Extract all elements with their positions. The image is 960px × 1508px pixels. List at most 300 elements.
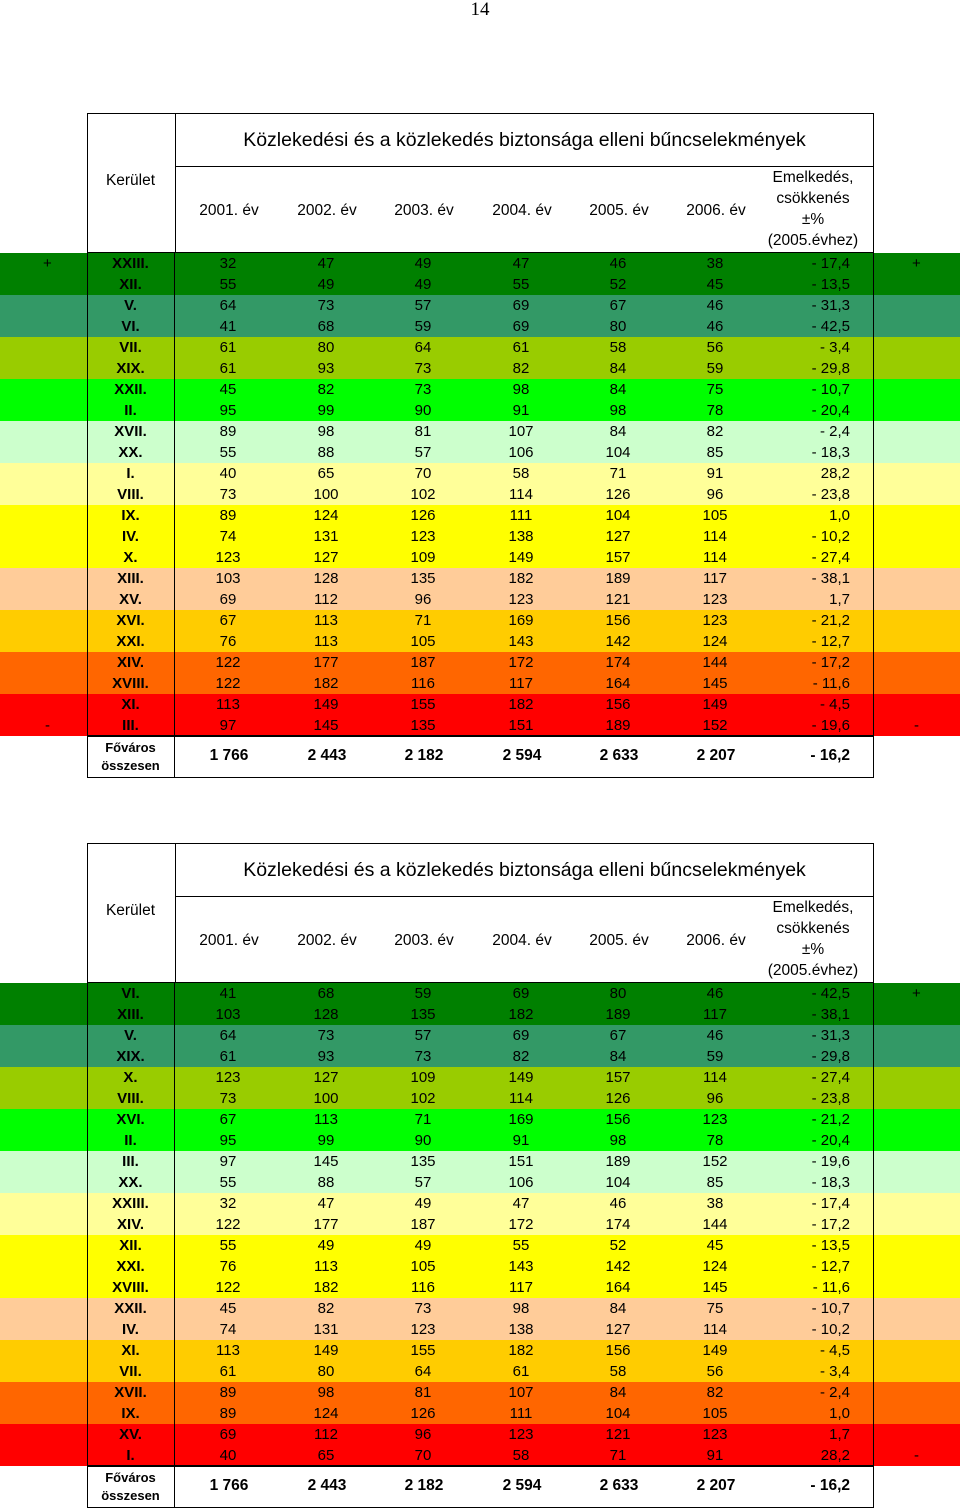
value-cell: 109: [410, 1069, 436, 1086]
value-cell: 59: [414, 985, 432, 1002]
value-cell: 116: [411, 1279, 435, 1296]
district-cell: XXII.: [114, 381, 147, 398]
value-cell: 47: [512, 255, 530, 272]
district-cell: IX.: [121, 1405, 140, 1422]
district-cell: VI.: [121, 985, 140, 1002]
change-cell: - 38,1: [811, 1006, 850, 1023]
value-cell: 145: [702, 675, 728, 692]
total-value: 2 594: [502, 747, 542, 764]
value-cell: 78: [706, 402, 724, 419]
value-cell: 109: [410, 549, 436, 566]
total-row: [87, 1466, 874, 1508]
value-cell: 96: [706, 1090, 724, 1107]
value-cell: 73: [219, 1090, 237, 1107]
change-cell: 1,7: [829, 1426, 850, 1443]
value-cell: 112: [314, 1426, 338, 1443]
value-cell: 46: [706, 1027, 724, 1044]
value-cell: 123: [410, 1321, 436, 1338]
value-cell: 73: [414, 381, 432, 398]
district-cell: XIX.: [116, 1048, 145, 1065]
change-header-line: ±%: [801, 941, 825, 958]
table-row: [0, 589, 960, 610]
total-value: 2 207: [696, 1477, 736, 1494]
value-cell: 80: [317, 1363, 335, 1380]
total-value: 1 766: [209, 1477, 249, 1494]
value-cell: 182: [508, 1006, 534, 1023]
value-cell: 189: [605, 1006, 631, 1023]
value-cell: 61: [219, 360, 237, 377]
value-cell: 47: [317, 255, 335, 272]
value-cell: 82: [317, 1300, 335, 1317]
table-row: [0, 1088, 960, 1109]
value-cell: 123: [702, 612, 728, 629]
value-cell: 149: [313, 696, 339, 713]
table-row: [0, 316, 960, 337]
value-cell: 84: [609, 360, 627, 377]
value-cell: 49: [414, 255, 432, 272]
value-cell: 49: [317, 276, 335, 293]
value-cell: 46: [706, 985, 724, 1002]
value-cell: 56: [706, 339, 724, 356]
value-cell: 144: [702, 654, 728, 671]
value-cell: 187: [410, 1216, 436, 1233]
value-cell: 98: [609, 402, 627, 419]
total-divider: [174, 737, 175, 777]
table-row: [0, 1340, 960, 1361]
change-header: [757, 897, 869, 981]
value-cell: 88: [317, 444, 335, 461]
total-label-line: összesen: [101, 1488, 160, 1503]
value-cell: 113: [314, 1258, 338, 1275]
value-cell: 49: [414, 276, 432, 293]
value-cell: 97: [219, 1153, 237, 1170]
value-cell: 84: [609, 1300, 627, 1317]
value-cell: 40: [219, 1447, 237, 1464]
value-cell: 102: [410, 1090, 436, 1107]
value-cell: 73: [219, 486, 237, 503]
value-cell: 187: [410, 654, 436, 671]
value-cell: 135: [410, 570, 436, 587]
change-cell: - 17,2: [811, 1216, 850, 1233]
value-cell: 69: [512, 1027, 530, 1044]
total-value: 2 182: [404, 1477, 444, 1494]
value-cell: 57: [414, 1027, 432, 1044]
change-cell: 1,7: [829, 591, 850, 608]
table-row: [0, 400, 960, 421]
district-cell: V.: [124, 297, 137, 314]
table-row: [0, 715, 960, 736]
total-value: 2 207: [696, 747, 736, 764]
value-cell: 103: [215, 1006, 241, 1023]
table-row: [0, 295, 960, 316]
value-cell: 105: [410, 1258, 436, 1275]
value-cell: 85: [706, 444, 724, 461]
district-cell: XV.: [119, 1426, 142, 1443]
change-header-line: Emelkedés,: [772, 899, 854, 916]
change-header-line: (2005.évhez): [767, 962, 859, 979]
value-cell: 64: [219, 1027, 237, 1044]
kerulet-header: Kerület: [105, 902, 156, 919]
value-cell: 55: [219, 444, 237, 461]
table-row: [0, 1046, 960, 1067]
district-cell: XX.: [118, 1174, 143, 1191]
value-cell: 149: [313, 1342, 339, 1359]
value-cell: 59: [706, 360, 724, 377]
value-cell: 59: [706, 1048, 724, 1065]
district-cell: IV.: [122, 528, 139, 545]
value-cell: 128: [313, 1006, 339, 1023]
district-cell: VIII.: [117, 1090, 144, 1107]
value-cell: 41: [219, 318, 237, 335]
change-cell: - 13,5: [811, 1237, 850, 1254]
table-title: Közlekedési és a közlekedés biztonsága elleni bűncselekmények: [175, 114, 873, 167]
table-row: [0, 1214, 960, 1235]
value-cell: 71: [414, 1111, 432, 1128]
value-cell: 189: [605, 717, 631, 734]
district-cell: I.: [126, 465, 135, 482]
year-header: 2005. év: [589, 932, 649, 949]
change-cell: - 4,5: [819, 1342, 850, 1359]
table-row: [0, 631, 960, 652]
district-cell: VII.: [119, 1363, 142, 1380]
change-cell: 1,0: [829, 507, 850, 524]
year-header: 2006. év: [686, 202, 746, 219]
table-row: [0, 1256, 960, 1277]
district-cell: XVII.: [114, 423, 147, 440]
value-cell: 182: [508, 1342, 534, 1359]
change-cell: - 10,7: [811, 381, 850, 398]
value-cell: 71: [609, 1447, 627, 1464]
value-cell: 80: [317, 339, 335, 356]
value-cell: 89: [219, 507, 237, 524]
value-cell: 55: [219, 276, 237, 293]
total-value: 2 443: [307, 747, 347, 764]
value-cell: 142: [605, 1258, 631, 1275]
value-cell: 75: [706, 381, 724, 398]
district-cell: XII.: [119, 276, 142, 293]
table-row: [0, 421, 960, 442]
change-cell: - 12,7: [811, 633, 850, 650]
change-cell: - 10,2: [811, 1321, 850, 1338]
value-cell: 32: [219, 255, 237, 272]
value-cell: 67: [219, 1111, 237, 1128]
district-cell: XX.: [118, 444, 143, 461]
year-header: 2003. év: [394, 202, 454, 219]
value-cell: 127: [313, 1069, 339, 1086]
value-cell: 143: [508, 633, 534, 650]
value-cell: 123: [702, 1111, 728, 1128]
value-cell: 98: [317, 1384, 335, 1401]
value-cell: 157: [605, 549, 631, 566]
minus-label-right: -: [914, 1447, 919, 1464]
value-cell: 58: [512, 465, 530, 482]
value-cell: 82: [512, 1048, 530, 1065]
table-row: [0, 983, 960, 1004]
table-row: [0, 442, 960, 463]
table-row: [0, 463, 960, 484]
value-cell: 73: [414, 360, 432, 377]
value-cell: 145: [313, 1153, 339, 1170]
change-cell: - 2,4: [819, 1384, 850, 1401]
value-cell: 91: [512, 1132, 530, 1149]
change-cell: - 11,6: [812, 675, 850, 692]
value-cell: 84: [609, 1048, 627, 1065]
value-cell: 177: [313, 1216, 339, 1233]
value-cell: 76: [219, 633, 237, 650]
year-header: 2001. év: [199, 932, 259, 949]
total-change: - 16,2: [810, 747, 850, 764]
value-cell: 172: [508, 654, 534, 671]
value-cell: 82: [706, 1384, 724, 1401]
district-cell: XI.: [121, 696, 140, 713]
year-header: 2005. év: [589, 202, 649, 219]
value-cell: 68: [317, 318, 335, 335]
year-header: 2004. év: [492, 202, 552, 219]
total-value: 2 633: [599, 1477, 639, 1494]
value-cell: 117: [703, 570, 727, 587]
total-value: 2 633: [599, 747, 639, 764]
value-cell: 59: [414, 318, 432, 335]
value-cell: 105: [702, 1405, 728, 1422]
change-cell: - 31,3: [811, 297, 850, 314]
year-header: 2004. év: [492, 932, 552, 949]
value-cell: 71: [609, 465, 627, 482]
value-cell: 106: [508, 444, 534, 461]
value-cell: 135: [410, 1153, 436, 1170]
total-value: 2 594: [502, 1477, 542, 1494]
year-header: 2002. év: [297, 202, 357, 219]
value-cell: 61: [512, 1363, 530, 1380]
table-row: [0, 610, 960, 631]
total-label-line: összesen: [101, 758, 160, 773]
value-cell: 189: [605, 570, 631, 587]
change-cell: - 20,4: [811, 402, 850, 419]
value-cell: 111: [509, 507, 533, 524]
value-cell: 114: [703, 528, 727, 545]
value-cell: 64: [219, 297, 237, 314]
value-cell: 67: [609, 297, 627, 314]
district-cell: XXI.: [116, 633, 145, 650]
value-cell: 64: [414, 1363, 432, 1380]
value-cell: 55: [219, 1174, 237, 1191]
value-cell: 91: [512, 402, 530, 419]
value-cell: 38: [706, 1195, 724, 1212]
table-row: [0, 1172, 960, 1193]
year-header: 2001. év: [199, 202, 259, 219]
value-cell: 45: [706, 276, 724, 293]
value-cell: 131: [313, 528, 339, 545]
value-cell: 49: [317, 1237, 335, 1254]
value-cell: 93: [317, 1048, 335, 1065]
value-cell: 89: [219, 1384, 237, 1401]
value-cell: 107: [508, 423, 534, 440]
value-cell: 73: [317, 297, 335, 314]
value-cell: 123: [215, 549, 241, 566]
table-row: [0, 1067, 960, 1088]
kerulet-header: Kerület: [105, 172, 156, 189]
year-header: 2006. év: [686, 932, 746, 949]
change-cell: - 18,3: [811, 1174, 850, 1191]
table-row: [0, 1319, 960, 1340]
year-header: 2002. év: [297, 932, 357, 949]
value-cell: 182: [508, 696, 534, 713]
change-header-line: (2005.évhez): [767, 232, 859, 249]
change-cell: - 29,8: [811, 360, 850, 377]
value-cell: 46: [706, 297, 724, 314]
value-cell: 149: [702, 1342, 728, 1359]
value-cell: 84: [609, 1384, 627, 1401]
value-cell: 100: [313, 1090, 339, 1107]
district-cell: XVI.: [116, 612, 145, 629]
value-cell: 152: [702, 1153, 728, 1170]
change-header-line: csökkenés: [776, 920, 850, 937]
value-cell: 88: [317, 1174, 335, 1191]
change-cell: - 10,7: [811, 1300, 850, 1317]
value-cell: 73: [414, 1048, 432, 1065]
value-cell: 114: [509, 1090, 533, 1107]
district-cell: I.: [126, 1447, 135, 1464]
value-cell: 142: [605, 633, 631, 650]
value-cell: 105: [410, 633, 436, 650]
value-cell: 81: [414, 1384, 432, 1401]
district-cell: IV.: [122, 1321, 139, 1338]
change-cell: - 11,6: [812, 1279, 850, 1296]
value-cell: 58: [512, 1447, 530, 1464]
value-cell: 98: [512, 1300, 530, 1317]
value-cell: 169: [508, 1111, 534, 1128]
value-cell: 149: [508, 549, 534, 566]
value-cell: 152: [702, 717, 728, 734]
value-cell: 64: [414, 339, 432, 356]
value-cell: 73: [317, 1027, 335, 1044]
table-row: [0, 1130, 960, 1151]
value-cell: 138: [508, 528, 534, 545]
table-row: [0, 1109, 960, 1130]
value-cell: 57: [414, 297, 432, 314]
value-cell: 117: [509, 675, 533, 692]
total-label-line: Főváros: [105, 1470, 156, 1485]
value-cell: 164: [605, 675, 631, 692]
value-cell: 55: [219, 1237, 237, 1254]
total-label: [88, 1467, 173, 1508]
change-cell: - 13,5: [811, 276, 850, 293]
value-cell: 155: [410, 1342, 436, 1359]
total-label: [88, 737, 173, 778]
value-cell: 122: [215, 1216, 241, 1233]
value-cell: 65: [317, 1447, 335, 1464]
value-cell: 74: [219, 1321, 237, 1338]
district-cell: XIII.: [117, 1006, 144, 1023]
change-cell: - 29,8: [811, 1048, 850, 1065]
table-row: [0, 505, 960, 526]
plus-label-right: +: [912, 985, 921, 1002]
total-value: 1 766: [209, 747, 249, 764]
value-cell: 114: [703, 1069, 727, 1086]
value-cell: 46: [706, 318, 724, 335]
table-row: [0, 1361, 960, 1382]
value-cell: 76: [219, 1258, 237, 1275]
value-cell: 105: [702, 507, 728, 524]
change-cell: - 3,4: [819, 339, 850, 356]
value-cell: 123: [702, 591, 728, 608]
value-cell: 164: [605, 1279, 631, 1296]
table-header: [87, 113, 874, 253]
value-cell: 89: [219, 1405, 237, 1422]
value-cell: 121: [605, 591, 631, 608]
value-cell: 82: [512, 360, 530, 377]
table-row: [0, 274, 960, 295]
value-cell: 124: [313, 1405, 339, 1422]
value-cell: 113: [314, 633, 338, 650]
value-cell: 74: [219, 528, 237, 545]
value-cell: 69: [219, 1426, 237, 1443]
change-cell: - 18,3: [811, 444, 850, 461]
district-cell: VI.: [121, 318, 140, 335]
change-cell: - 31,3: [811, 1027, 850, 1044]
value-cell: 107: [508, 1384, 534, 1401]
change-header-line: Emelkedés,: [772, 169, 854, 186]
value-cell: 145: [702, 1279, 728, 1296]
district-cell: X.: [123, 549, 138, 566]
value-cell: 78: [706, 1132, 724, 1149]
value-cell: 114: [509, 486, 533, 503]
value-cell: 126: [410, 507, 436, 524]
table-row: [0, 1004, 960, 1025]
value-cell: 114: [703, 1321, 727, 1338]
value-cell: 122: [215, 675, 241, 692]
plus-label-left: +: [43, 255, 52, 272]
value-cell: 122: [215, 1279, 241, 1296]
district-cell: II.: [124, 402, 137, 419]
value-cell: 123: [702, 1426, 728, 1443]
value-cell: 182: [313, 675, 339, 692]
value-cell: 138: [508, 1321, 534, 1338]
value-cell: 106: [508, 1174, 534, 1191]
value-cell: 151: [508, 1153, 534, 1170]
value-cell: 98: [317, 423, 335, 440]
value-cell: 127: [605, 1321, 631, 1338]
table-row: [0, 694, 960, 715]
value-cell: 70: [414, 1447, 432, 1464]
value-cell: 124: [702, 1258, 728, 1275]
value-cell: 98: [609, 1132, 627, 1149]
change-cell: - 27,4: [811, 549, 850, 566]
value-cell: 85: [706, 1174, 724, 1191]
change-header: [757, 167, 869, 251]
change-cell: - 21,2: [811, 612, 850, 629]
change-cell: 28,2: [820, 465, 850, 482]
change-cell: - 17,4: [811, 255, 850, 272]
plus-label-right: +: [912, 255, 921, 272]
value-cell: 84: [609, 423, 627, 440]
value-cell: 58: [609, 339, 627, 356]
value-cell: 57: [414, 444, 432, 461]
value-cell: 189: [605, 1153, 631, 1170]
value-cell: 71: [414, 612, 432, 629]
value-cell: 156: [605, 1111, 631, 1128]
value-cell: 113: [216, 1342, 240, 1359]
value-cell: 123: [215, 1069, 241, 1086]
value-cell: 157: [605, 1069, 631, 1086]
table-row: [0, 568, 960, 589]
value-cell: 95: [219, 1132, 237, 1149]
value-cell: 104: [605, 1405, 631, 1422]
value-cell: 123: [508, 591, 534, 608]
value-cell: 126: [410, 1405, 436, 1422]
district-cell: II.: [124, 1132, 137, 1149]
value-cell: 32: [219, 1195, 237, 1212]
change-cell: - 12,7: [811, 1258, 850, 1275]
